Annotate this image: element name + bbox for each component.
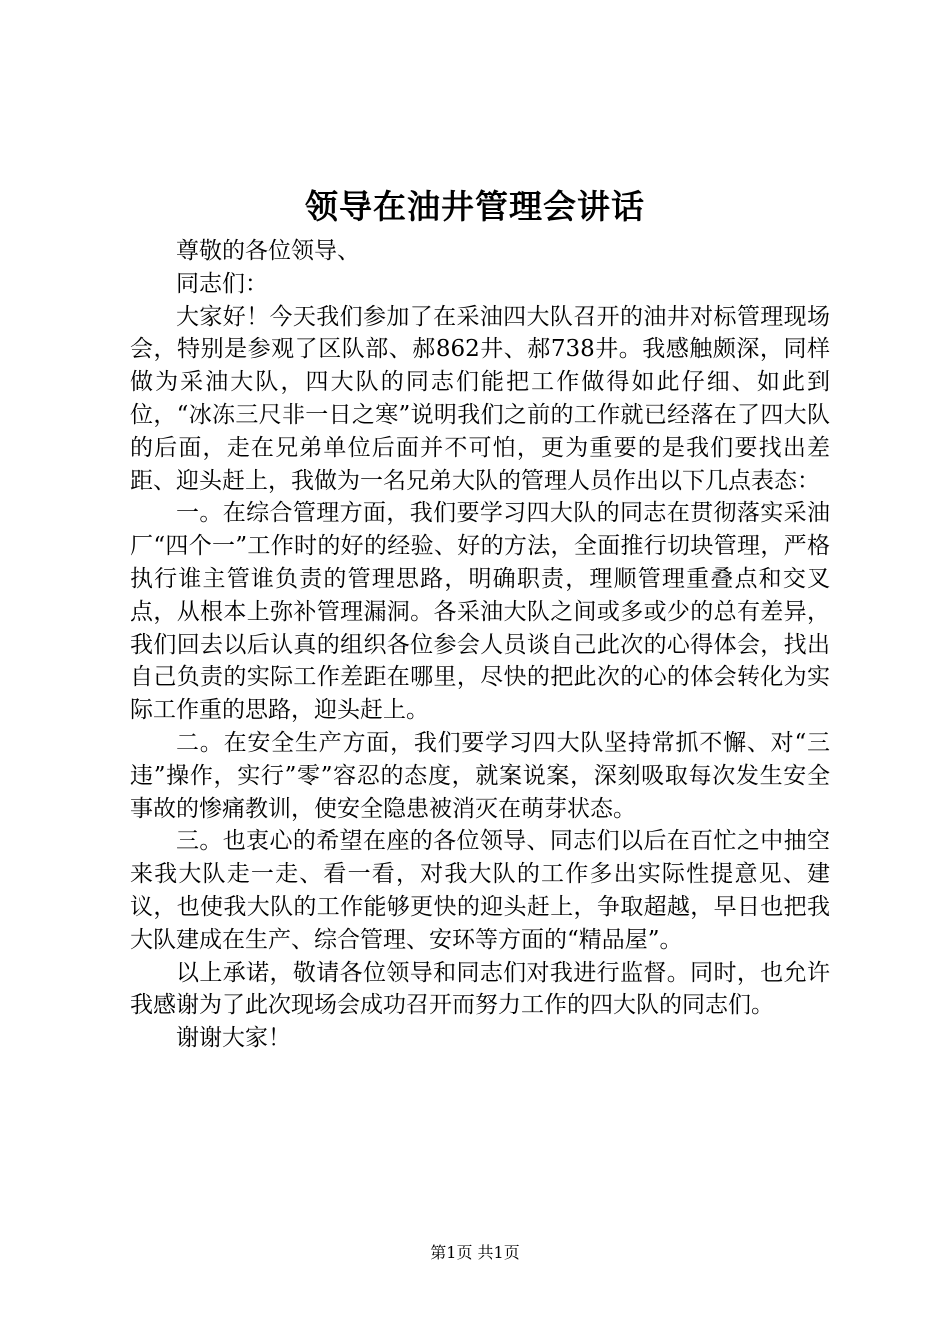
paragraph-point-1: 一。在综合管理方面，我们要学习四大队的同志在贯彻落实采油厂“四个一”工作时的好的经验、好的方法，全面推行切块管理，严格执行谁主管谁负责的管理思路，明确职责，理顺管理重叠点和交叉点，从根本上弥补管理漏洞。各采油大队之间或多或少的总有差异，我们回去以后认真的组织各位参会人员谈自己此次的心得体会，找出自己负责的实际工作差距在哪里，尽快的把此次的心的体会转化为实际工作重的思路，迎头赶上。: [130, 500, 830, 724]
paragraph-point-2: 二。在安全生产方面，我们要学习四大队坚持常抓不懈、对“三违”操作，实行”零”容忍的态度，就案说案，深刻吸取每次发生安全事故的惨痛教训，使安全隐患被消灭在萌芽状态。: [130, 729, 830, 822]
paragraph-closing: 以上承诺，敬请各位领导和同志们对我进行监督。同时，也允许我感谢为了此次现场会成功召开而努力工作的四大队的同志们。: [130, 959, 830, 1019]
paragraph-thanks: 谢谢大家！: [176, 1025, 291, 1052]
paragraph-point-3: 三。也衷心的希望在座的各位领导、同志们以后在百忙之中抽空来我大队走一走、看一看，对我大队的工作多出实际性提意见、建议，也使我大队的工作能够更快的迎头赶上，争取超越，早日也把我大队建成在生产、综合管理、安环等方面的“精品屋”。: [130, 828, 830, 953]
paragraph-intro: 大家好！今天我们参加了在采油四大队召开的油井对标管理现场会，特别是参观了区队部、郝862井、郝738井。我感触颇深，同样做为采油大队，四大队的同志们能把工作做得如此仔细、如此到位，“冰冻三尺非一日之寒”说明我们之前的工作就已经落在了四大队的后面，走在兄弟单位后面并不可怕，更为重要的是我们要找出差距、迎头赶上，我做为一名兄弟大队的管理人员作出以下几点表态：: [130, 303, 830, 494]
document-title: 领导在油井管理会讲话: [305, 187, 645, 226]
salutation-line-2: 同志们：: [176, 270, 268, 297]
document-body: [130, 235, 830, 1055]
page-footer: 第1页 共1页: [430, 1243, 520, 1262]
salutation-line-1: 尊敬的各位领导、: [176, 238, 360, 264]
